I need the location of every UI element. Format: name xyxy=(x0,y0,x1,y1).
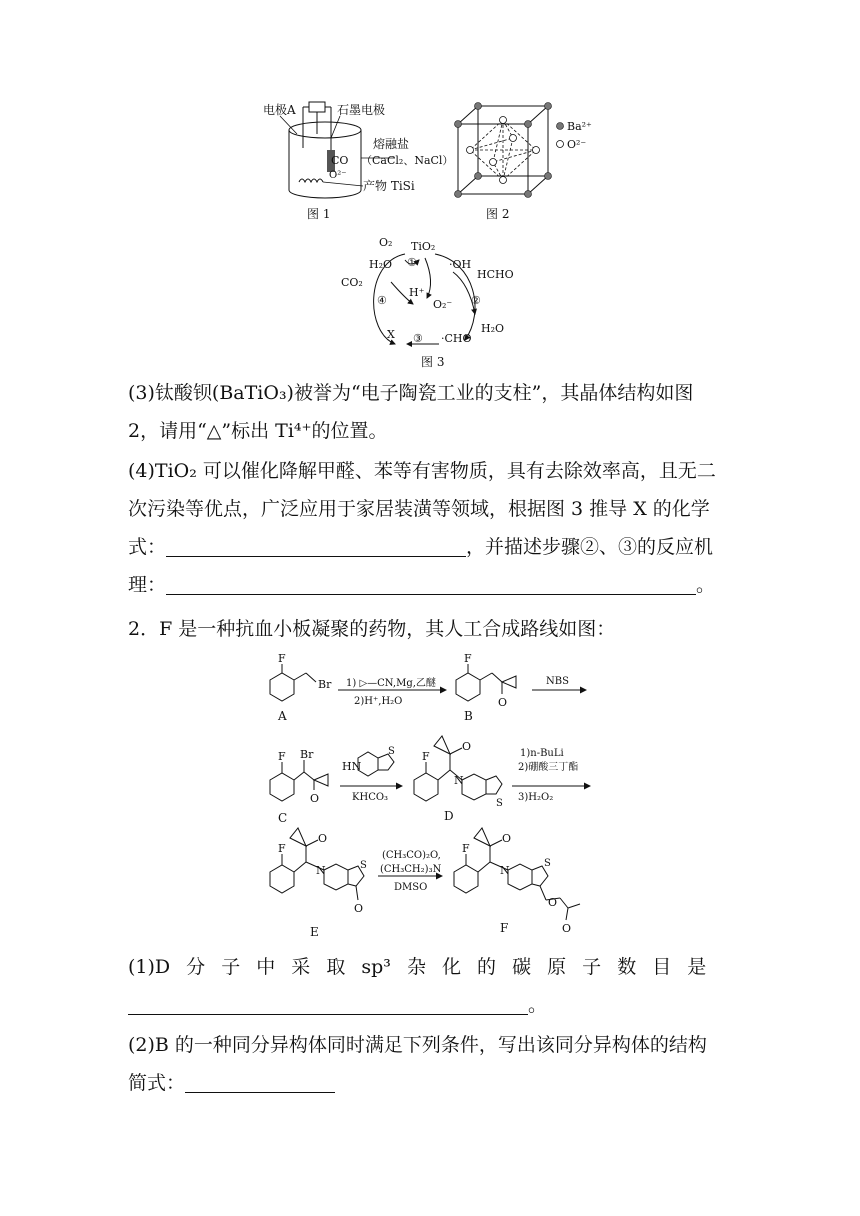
fig1-caption: 图 1 xyxy=(307,207,331,221)
compound-a-label: A xyxy=(278,709,287,723)
f-nitrogen: N xyxy=(500,864,510,877)
q1-line2 xyxy=(128,986,736,1024)
f-fluorine: F xyxy=(462,842,470,855)
b-oxygen: O xyxy=(498,696,508,709)
isomer-answer-blank[interactable] xyxy=(185,1072,335,1093)
fig3-o2: O₂ xyxy=(379,236,393,249)
step5-reagent-3: DMSO xyxy=(394,882,428,893)
fig1-product-label: 产物 TiSi xyxy=(363,179,415,193)
ba-legend-icon xyxy=(557,123,564,130)
e-nitrogen: N xyxy=(316,864,326,877)
a-bromine: Br xyxy=(318,678,332,691)
step1-reagent-top: 1) ▷—CN,Mg,乙醚 xyxy=(346,678,436,689)
fig3-oh: ·OH xyxy=(449,258,472,271)
f-sulfur: S xyxy=(544,858,551,869)
q4-line3-start: 式： xyxy=(128,536,167,558)
step5-reagent-1: (CH₃CO)₂O, xyxy=(382,850,441,861)
fig1-salt-formula: （CaCl₂、NaCl） xyxy=(361,154,454,167)
compound-c-label: C xyxy=(278,811,288,825)
q4-line4-end: 。 xyxy=(696,574,716,596)
fig2-caption: 图 2 xyxy=(486,207,510,221)
f-oxygen-carbonyl: O xyxy=(562,922,572,935)
step1-reagent-bottom: 2)H⁺,H₂O xyxy=(354,696,403,707)
q1-line1: (1)D 分 子 中 采 取 sp³ 杂 化 的 碳 原 子 数 目 是 xyxy=(128,956,707,978)
problem-2-intro: 2．F 是一种抗血小板凝聚的药物，其人工合成路线如图： xyxy=(128,618,616,640)
fig2-ba-legend: Ba²⁺ xyxy=(567,120,592,133)
fig3-step1: ① xyxy=(407,256,417,269)
fig3-hcho: HCHO xyxy=(477,268,514,281)
o-legend-icon xyxy=(557,141,564,148)
q4-line4-start: 理： xyxy=(128,574,167,596)
question-3 xyxy=(128,374,736,450)
fig1-co-label: CO xyxy=(331,154,349,167)
fig3-o2minus: O₂⁻ xyxy=(433,298,453,311)
e-fluorine: F xyxy=(278,842,286,855)
fig1-graphite-label: 石墨电极 xyxy=(337,103,386,117)
step2-reagent: NBS xyxy=(546,676,569,687)
fig3-step4: ④ xyxy=(377,294,387,307)
q2-line2 xyxy=(128,1064,736,1102)
q4-line1: (4)TiO₂ 可以催化降解甲醛、苯等有害物质，具有去除效率高，且无二 xyxy=(128,460,716,482)
q2-line2-start: 简式： xyxy=(128,1072,186,1094)
c-oxygen: O xyxy=(310,792,320,805)
q4-line4 xyxy=(128,566,736,604)
f-oxygen-ester: O xyxy=(548,896,558,909)
fig3-step3: ③ xyxy=(413,332,423,345)
d-oxygen: O xyxy=(462,740,472,753)
e-sulfur: S xyxy=(360,860,367,871)
step4-reagent-1: 1)n-BuLi xyxy=(520,748,564,759)
synthesis-route xyxy=(250,650,610,940)
a-fluorine: F xyxy=(278,652,286,665)
step4-reagent-3: 3)H₂O₂ xyxy=(518,792,554,803)
x-formula-answer-blank[interactable] xyxy=(166,536,466,557)
d-nitrogen: N xyxy=(454,774,464,787)
fig3-caption: 图 3 xyxy=(421,355,445,369)
fig3-co2: CO₂ xyxy=(341,276,363,289)
q2-line1: (2)B 的一种同分异构体同时满足下列条件，写出该同分异构体的结构 xyxy=(128,1034,707,1056)
sp3-count-answer-blank[interactable] xyxy=(128,994,528,1015)
reagent-hn: HN xyxy=(342,760,362,773)
f-oxygen-ketone: O xyxy=(502,832,512,845)
mechanism-answer-blank[interactable] xyxy=(166,574,696,595)
fig3-tio2: TiO₂ xyxy=(411,240,436,253)
fig3-cho: ·CHO xyxy=(441,332,472,345)
q3-line1: (3)钛酸钡(BaTiO₃)被誉为“电子陶瓷工业的支柱”，其晶体结构如图 xyxy=(128,382,694,404)
fig1-electrode-a-label: 电极A xyxy=(263,103,296,117)
step3-reagent: KHCO₃ xyxy=(352,792,389,803)
b-fluorine: F xyxy=(464,652,472,665)
step5-reagent-2: (CH₃CH₂)₃N xyxy=(380,864,442,875)
compound-f-label: F xyxy=(500,921,509,935)
e-oxygen-thiolactone: O xyxy=(354,902,364,915)
fig2-o-legend: O²⁻ xyxy=(567,138,587,151)
question-4 xyxy=(128,452,736,604)
c-bromine: Br xyxy=(300,748,314,761)
e-oxygen-ketone: O xyxy=(318,832,328,845)
compound-d-label: D xyxy=(444,809,454,823)
reagent-sulfur: S xyxy=(388,746,395,757)
fig1-molten-salt-label: 熔融盐 xyxy=(373,137,410,151)
compound-e-label: E xyxy=(310,925,319,939)
d-fluorine: F xyxy=(422,750,430,763)
compound-b-label: B xyxy=(464,709,473,723)
fig3-x: X xyxy=(387,328,395,341)
question-1 xyxy=(128,948,736,1024)
q1-end: 。 xyxy=(528,994,548,1016)
q4-line3 xyxy=(128,528,736,566)
q3-line2: 2，请用“△”标出 Ti⁴⁺的位置。 xyxy=(128,420,388,442)
figure-3 xyxy=(335,232,535,372)
step4-reagent-2: 2)硼酸三丁酯 xyxy=(518,762,579,773)
fig3-h2o-right: H₂O xyxy=(481,322,505,335)
figure-1 xyxy=(255,98,455,223)
d-sulfur: S xyxy=(496,798,503,809)
c-fluorine: F xyxy=(278,750,286,763)
question-2 xyxy=(128,1026,736,1102)
figure-2 xyxy=(448,98,608,223)
fig3-h2o-top: H₂O xyxy=(369,258,393,271)
q4-line3-end: ，并描述步骤②、③的反应机 xyxy=(466,536,714,558)
fig1-o2minus-label: O²⁻ xyxy=(329,170,347,181)
fig3-hplus: H⁺ xyxy=(409,286,425,299)
fig3-step2: ② xyxy=(471,294,481,307)
q4-line2: 次污染等优点，广泛应用于家居装潢等领域，根据图 3 推导 X 的化学 xyxy=(128,498,710,520)
